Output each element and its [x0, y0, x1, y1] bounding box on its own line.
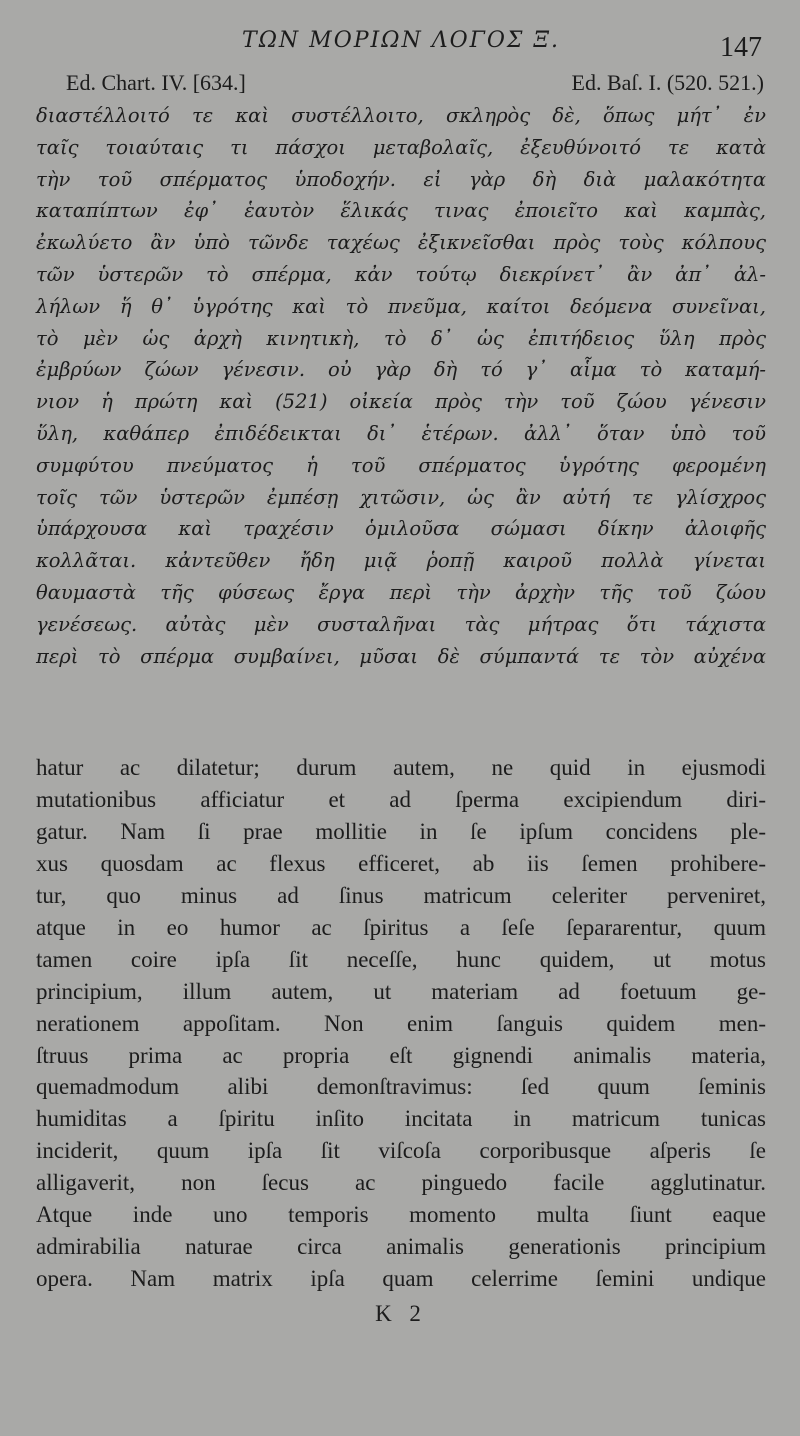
- latin-line: opera. Nam matrix ipſa quam celerrime ſemini undique: [36, 1265, 766, 1291]
- greek-text-block: [36, 100, 766, 672]
- greek-line: θαυμαστὰ τῆς φύσεως ἔργα περὶ τὴν ἀρχὴν τῆς τοῦ ζώου: [36, 580, 766, 604]
- greek-line: τοῖς τῶν ὑστερῶν ἐμπέσῃ χιτῶσιν, ὡς ἂν αὐτή τε γλίσχρος: [36, 485, 766, 509]
- greek-line: τὴν τοῦ σπέρματος ὑποδοχήν. εἰ γὰρ δὴ διὰ μαλακότητα: [36, 167, 766, 191]
- greek-line: ταῖς τοιαύταις τι πάσχοι μεταβολαῖς, ἐξευθύνοιτό τε κατὰ: [36, 135, 766, 159]
- greek-line: ὑπάρχουσα καὶ τραχέσιν ὁμιλοῦσα σώμασι δίκην ἀλοιφῆς: [36, 517, 766, 541]
- latin-line: Atque inde uno temporis momento multa ſiunt eaque: [36, 1202, 766, 1228]
- latin-line: atque in eo humor ac ſpiritus a ſeſe ſepararentur, quum: [36, 914, 766, 940]
- running-head: [36, 24, 766, 70]
- greek-line: ἐμβρύων ζώων γένεσιν. οὐ γὰρ δὴ τό γ᾽ αἷμα τὸ καταμή-: [36, 358, 766, 382]
- signature-mark: K 2: [375, 1300, 427, 1326]
- latin-line: principium, illum autem, ut materiam ad foetuum ge-: [36, 978, 766, 1004]
- greek-line: ἐκωλύετο ἂν ὑπὸ τῶνδε ταχέως ἐξικνεῖσθαι πρὸς τοὺς κόλπους: [36, 231, 766, 255]
- latin-line: mutationibus afficiatur et ad ſperma excipiendum diri-: [36, 787, 766, 813]
- greek-line: περὶ τὸ σπέρμα συμβαίνει, μῦσαι δὲ σύμπαντά τε τὸν αὐχένα: [36, 644, 766, 668]
- latin-line: ſtruus prima ac propria eſt gignendi animalis materia,: [36, 1042, 766, 1068]
- latin-line: quemadmodum alibi demonſtravimus: ſed quum ſeminis: [36, 1074, 766, 1100]
- edition-reference-line: [36, 70, 766, 100]
- greek-line: γενέσεως. αὐτὰς μὲν συσταλῆναι τὰς μήτρας ὅτι τάχιστα: [36, 612, 766, 636]
- greek-line: ὕλη, καθάπερ ἐπιδέδεικται δι᾽ ἑτέρων. ἀλλ᾽ ὅταν ὑπὸ τοῦ: [36, 421, 766, 445]
- greek-line: τῶν ὑστερῶν τὸ σπέρμα, κἀν τούτῳ διεκρίνετ᾽ ἂν ἀπ᾽ ἀλ-: [36, 262, 766, 286]
- greek-line: λήλων ἥ θ᾽ ὑγρότης καὶ τὸ πνεῦμα, καίτοι δεόμενα συνεῖναι,: [36, 294, 766, 318]
- page-number: 147: [720, 32, 762, 63]
- edition-chart-reference: Ed. Chart. IV. [634.]: [66, 70, 246, 95]
- latin-line: admirabilia naturae circa animalis generationis principium: [36, 1233, 766, 1259]
- greek-line: κολλᾶται. κἀντεῦθεν ἤδη μιᾷ ῥοπῇ καιροῦ πολλὰ γίνεται: [36, 549, 766, 573]
- latin-line: alligaverit, non ſecus ac pinguedo facile agglutinatur.: [36, 1170, 766, 1196]
- latin-line: tur, quo minus ad ſinus matricum celeriter perveniret,: [36, 882, 766, 908]
- latin-line: gatur. Nam ſi prae mollitie in ſe ipſum concidens ple-: [36, 819, 766, 845]
- latin-line: tamen coire ipſa ſit neceſſe, hunc quidem, ut motus: [36, 946, 766, 972]
- latin-line: nerationem appoſitam. Non enim ſanguis quidem men-: [36, 1010, 766, 1036]
- greek-line: συμφύτου πνεύματος ἡ τοῦ σπέρματος ὑγρότης φερομένη: [36, 453, 766, 477]
- latin-line: inciderit, quum ipſa ſit viſcoſa corporibusque aſperis ſe: [36, 1138, 766, 1164]
- latin-line: xus quosdam ac flexus efficeret, ab iis ſemen prohibere-: [36, 851, 766, 877]
- latin-line: hatur ac dilatetur; durum autem, ne quid in ejusmodi: [36, 755, 766, 781]
- section-gap: [36, 672, 766, 752]
- greek-line: διαστέλλοιτό τε καὶ συστέλλοιτο, σκληρὸς δὲ, ὅπως μήτ᾽ ἐν: [36, 104, 766, 127]
- greek-line: νιον ἡ πρώτη καὶ (521) οἰκεία πρὸς τὴν τοῦ ζώου γένεσιν: [36, 390, 766, 414]
- greek-line: καταπίπτων ἐφ᾽ ἑαυτὸν ἕλικάς τινας ἐποιεῖτο καὶ καμπὰς,: [36, 199, 766, 223]
- edition-basel-reference: Ed. Baſ. I. (520. 521.): [571, 70, 764, 95]
- greek-line: τὸ μὲν ὡς ἀρχὴ κινητικὴ, τὸ δ᾽ ὡς ἐπιτήδειος ὕλη πρὸς: [36, 326, 766, 350]
- latin-text-block: [36, 752, 766, 1294]
- running-title: ΤΩΝ ΜΟΡΙΩΝ ΛΟΓΟΣ Ξ.: [242, 28, 560, 53]
- latin-line: humiditas a ſpiritu inſito incitata in matricum tunicas: [36, 1106, 766, 1132]
